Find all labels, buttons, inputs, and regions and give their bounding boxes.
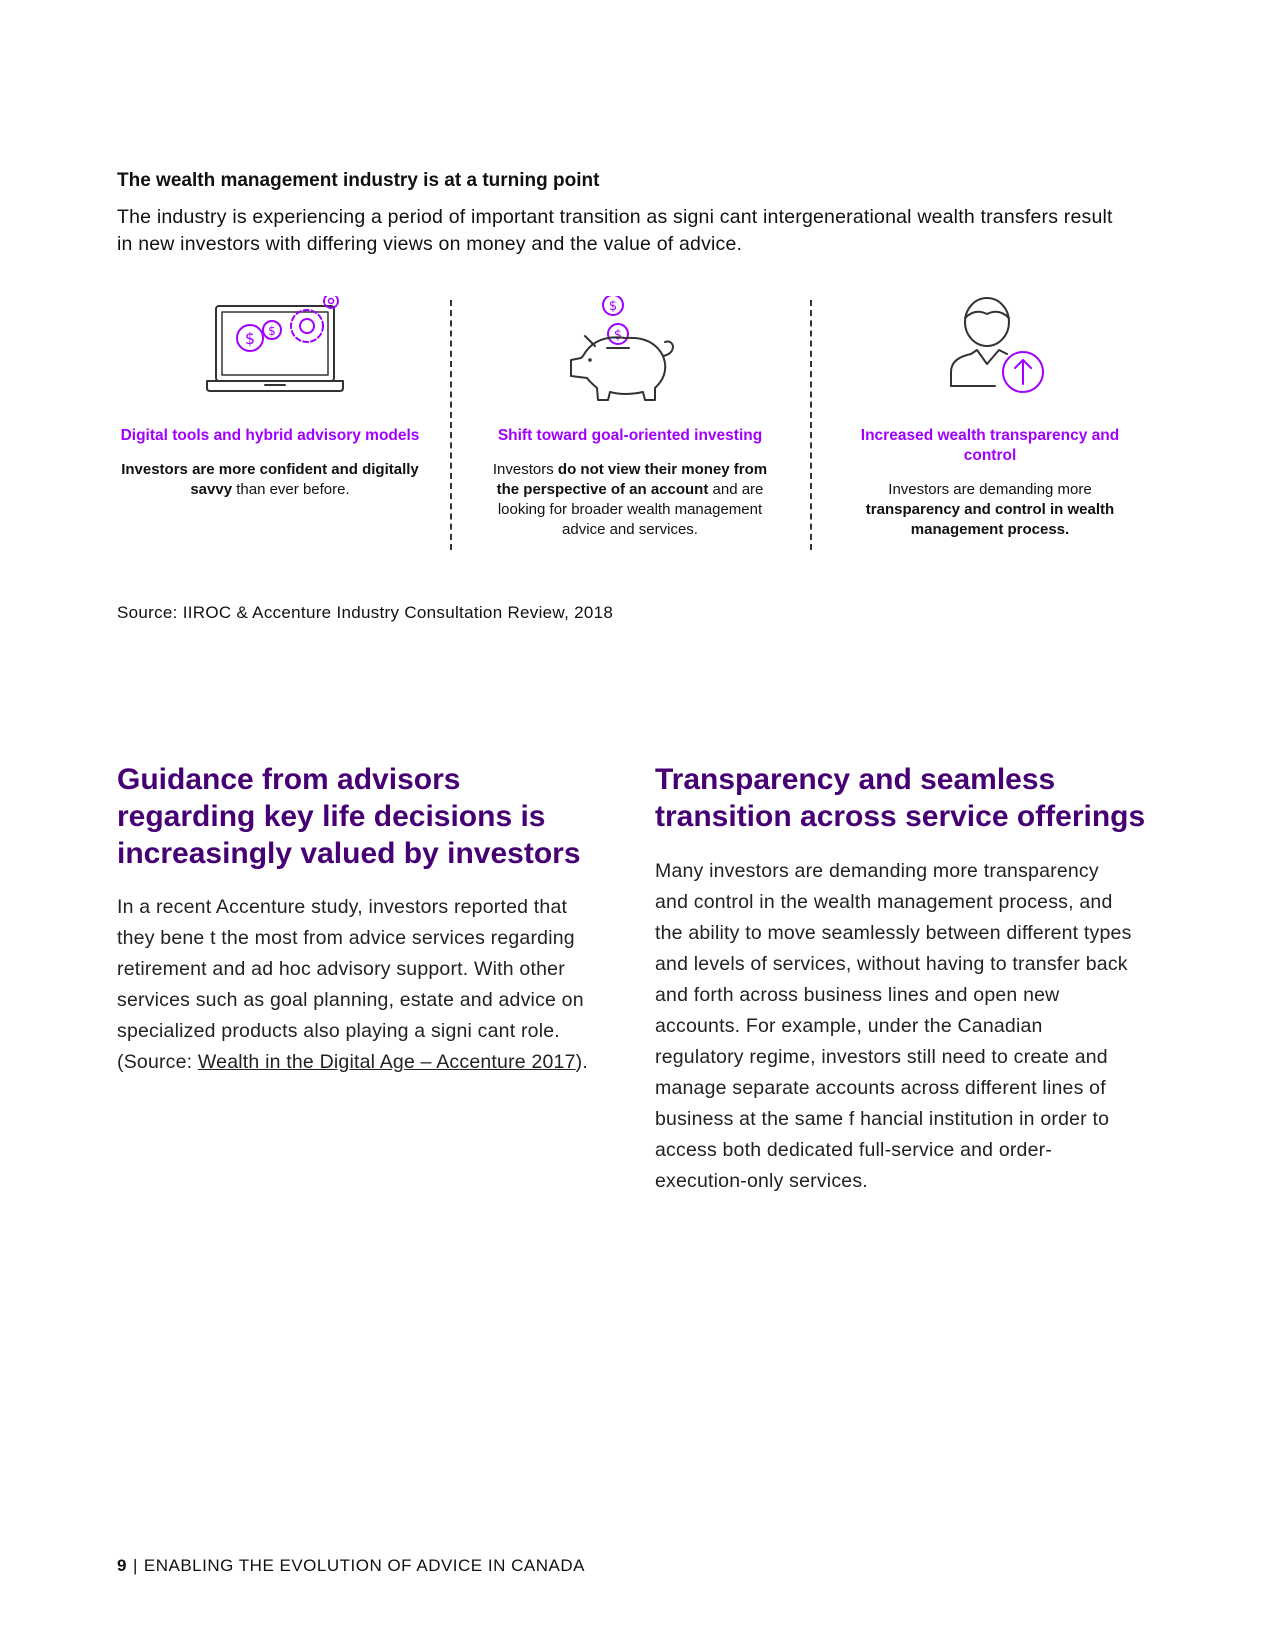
column-description: Investors are demanding more transparency and control in wealth management process. bbox=[865, 481, 1115, 538]
column-digital-tools bbox=[120, 296, 420, 500]
laptop-money-gear-icon bbox=[195, 296, 345, 416]
column-description: Investors are more confident and digitally savvy than ever before. bbox=[121, 461, 419, 498]
column-title: Increased wealth transparency and control bbox=[860, 427, 1120, 464]
left-section-body: In a recent Accenture study, investors reported that they bene t the most from advice services regarding retirement and ad hoc advisory support. With other services such as goal planning, estate and advice on specialized products also playing a signi cant role. (Source: Wealth in the Digital Age – Accenture 2017). bbox=[117, 896, 588, 1073]
svg-text:$: $ bbox=[613, 328, 623, 343]
column-divider bbox=[810, 300, 812, 550]
intro-text: The industry is experiencing a period of important transition as signi cant intergenerational wealth transfers result in new investors with differing views on money and the value of advice. bbox=[117, 206, 1113, 255]
footer-separator: | bbox=[132, 1556, 138, 1575]
page-footer bbox=[117, 1556, 585, 1576]
document-title: ENABLING THE EVOLUTION OF ADVICE IN CANADA bbox=[143, 1556, 585, 1575]
column-goal-oriented bbox=[480, 296, 780, 540]
column-title: Shift toward goal-oriented investing bbox=[497, 427, 763, 444]
column-description: Investors do not view their money from the perspective of an account and are looking for broader wealth management advice and services. bbox=[492, 461, 768, 538]
person-arrow-up-icon bbox=[915, 296, 1065, 416]
right-section-title: Transparency and seamless transition across service offerings bbox=[655, 763, 1146, 833]
svg-text:$: $ bbox=[608, 299, 618, 314]
right-section-body: Many investors are demanding more transparency and control in the wealth management process, and the ability to move seamlessly between different types and levels of services, without having to transfer back and forth across business lines and open new accounts. For example, under the Canadian regulatory regime, investors still need to create and manage separate accounts across different lines of business at the same f hancial institution in order to access both dedicated full-service and order-execution-only services. bbox=[655, 860, 1132, 1192]
svg-text:$: $ bbox=[268, 324, 276, 338]
svg-text:$: $ bbox=[244, 329, 256, 348]
column-transparency bbox=[840, 296, 1140, 540]
source-citation: Source: IIROC & Accenture Industry Consultation Review, 2018 bbox=[117, 603, 614, 622]
left-section-title: Guidance from advisors regarding key life decisions is increasingly valued by investors bbox=[117, 763, 581, 870]
wealth-digital-age-link[interactable]: Wealth in the Digital Age – Accenture 2017 bbox=[197, 1051, 576, 1073]
page-number: 9 bbox=[117, 1556, 127, 1575]
column-title: Digital tools and hybrid advisory models bbox=[120, 427, 420, 444]
column-divider bbox=[450, 300, 452, 550]
intro-heading: The wealth management industry is at a turning point bbox=[117, 170, 600, 191]
piggy-bank-icon bbox=[555, 296, 705, 416]
